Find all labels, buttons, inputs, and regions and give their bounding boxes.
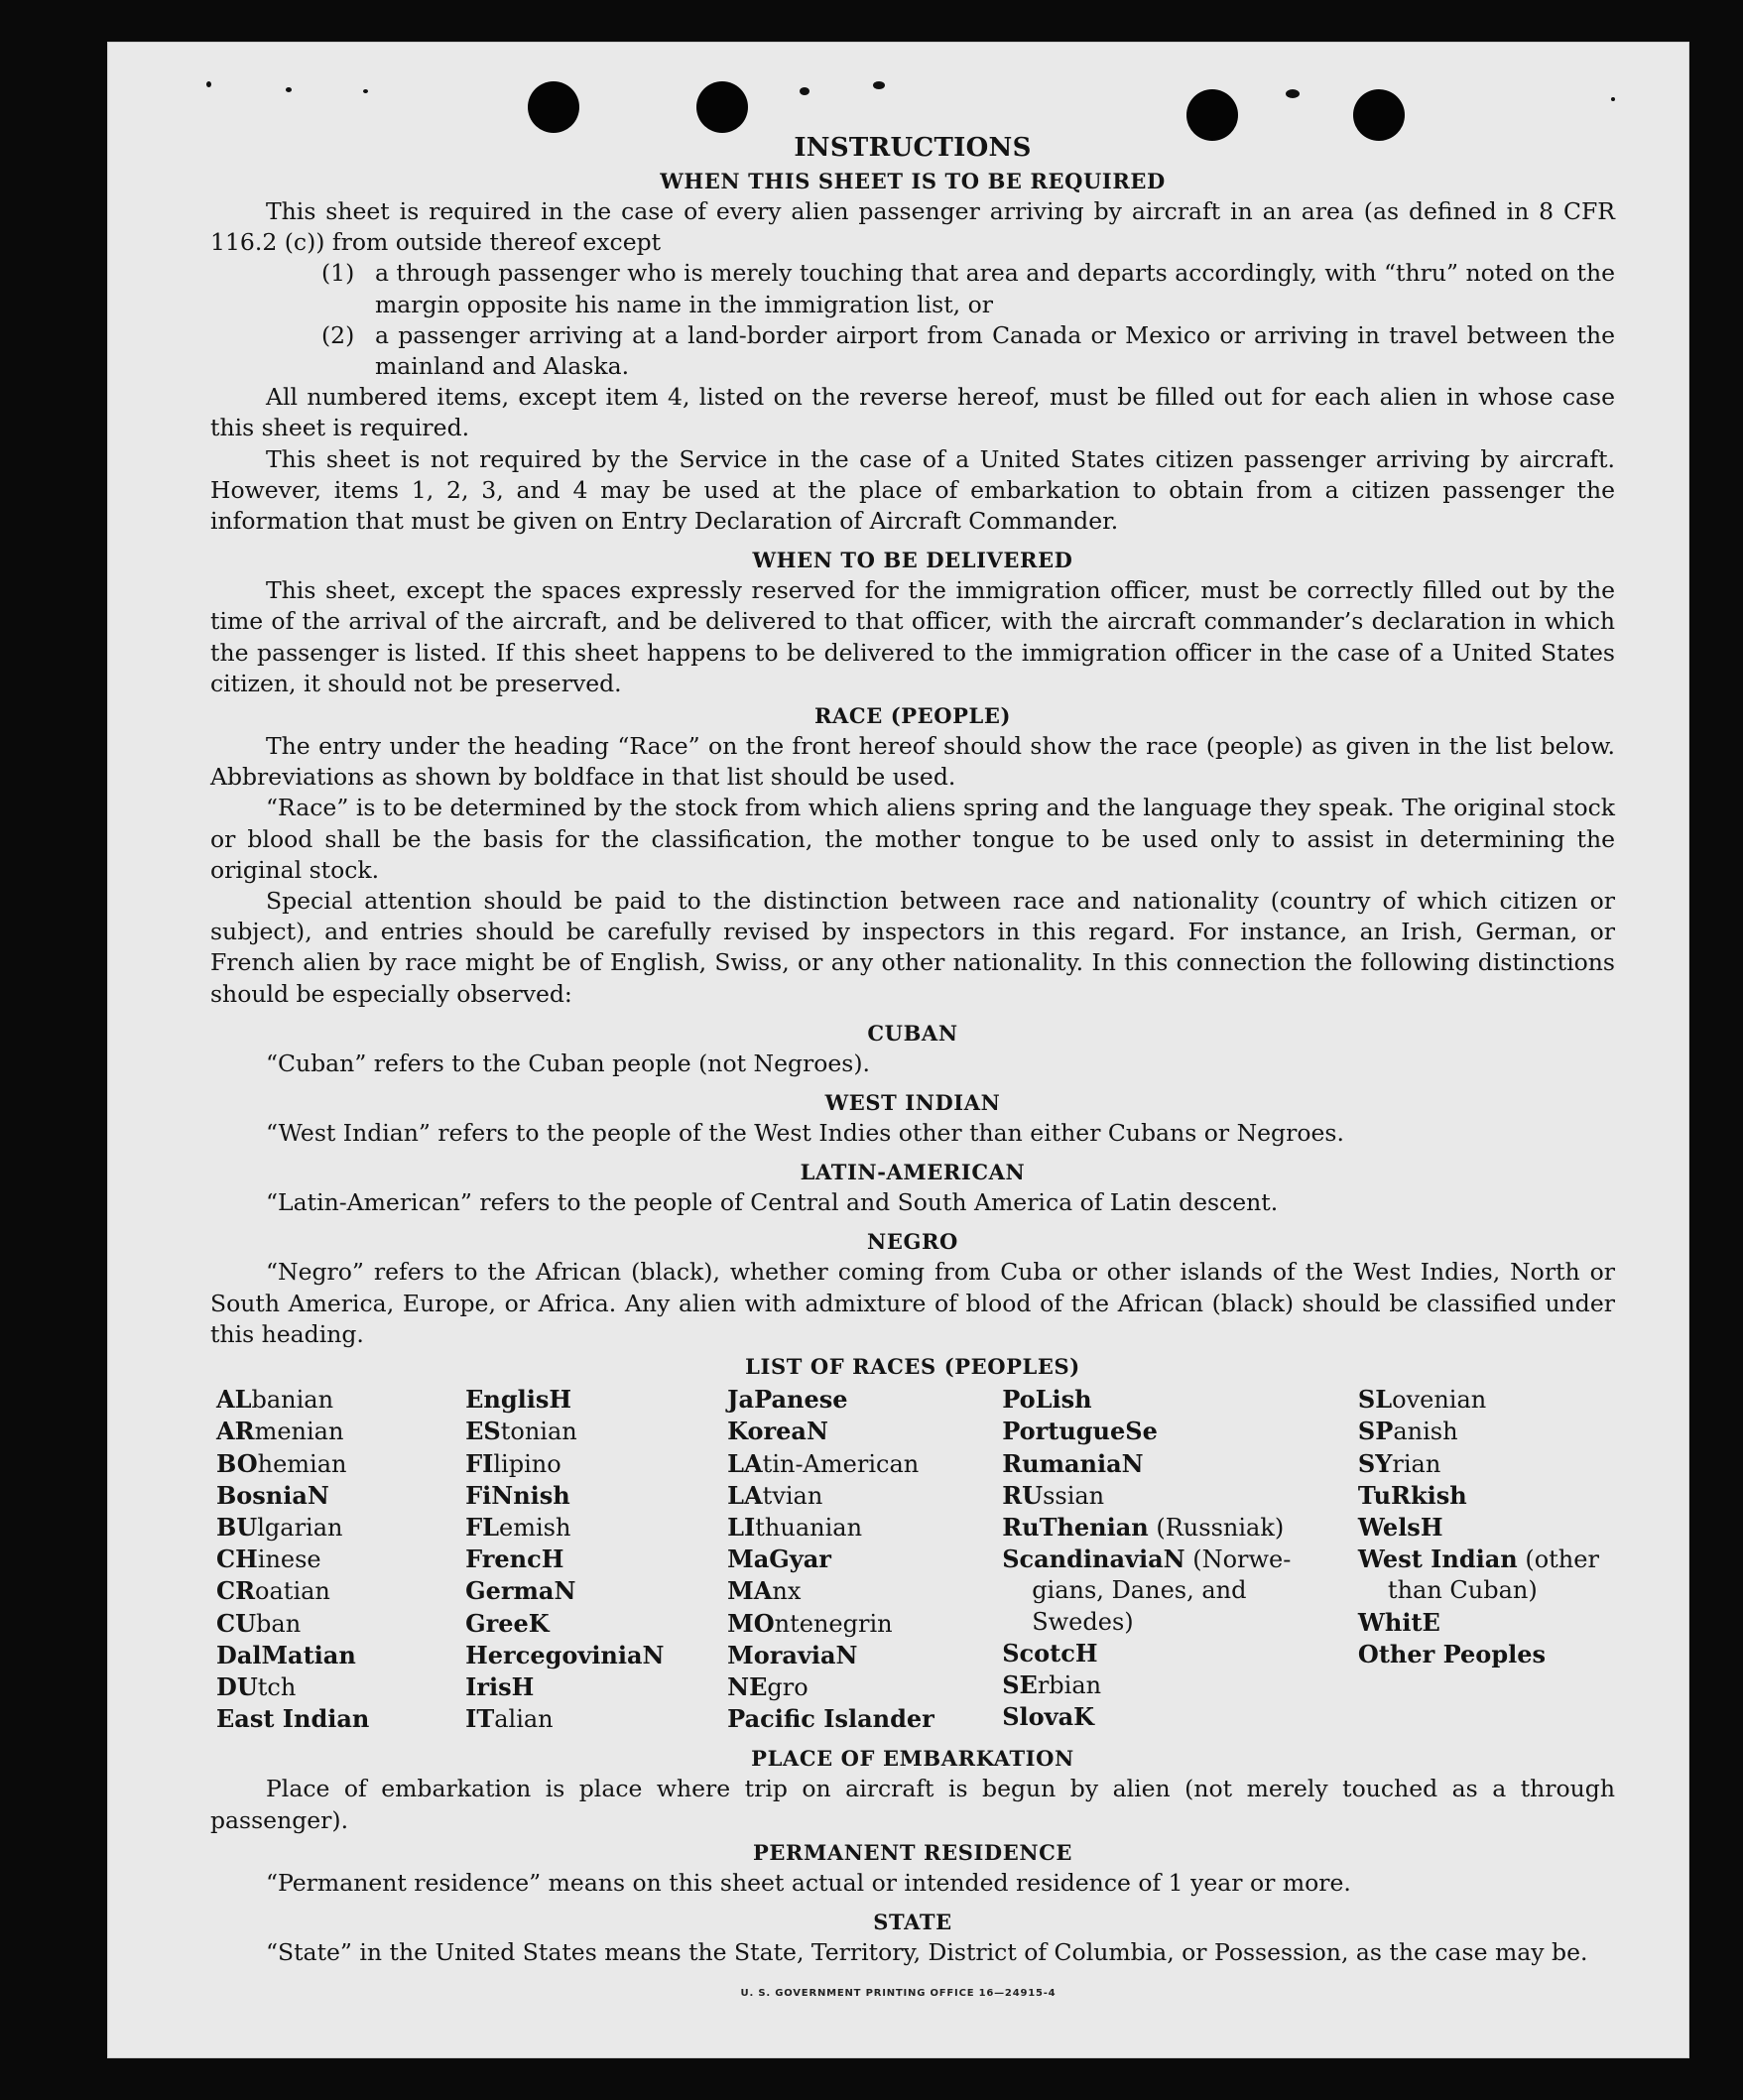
speck <box>286 87 292 92</box>
race-entry: ALbanian <box>216 1385 334 1415</box>
race-entry <box>727 1384 1002 1416</box>
heading-west-indian: WEST INDIAN <box>824 1090 1001 1116</box>
paragraph-required-intro: This sheet is required in the case of every alien passenger arriving by aircraft in an area (as defined in 8 CFR 116.2 (c)) from outside thereof except <box>210 197 1615 257</box>
race-entry <box>1002 1448 1358 1480</box>
race-entry: EStonian <box>465 1417 577 1446</box>
race-abbreviation: GermaN <box>465 1576 576 1606</box>
race-entry: SErbian <box>1002 1669 1102 1699</box>
race-abbreviation: BU <box>216 1512 258 1542</box>
race-entry: SYrian <box>1357 1448 1441 1478</box>
race-abbreviation: PortugueSe <box>1002 1417 1158 1446</box>
punch-hole <box>696 81 748 133</box>
race-abbreviation: WhitE <box>1357 1607 1440 1637</box>
race-abbreviation: RU <box>1002 1480 1044 1510</box>
race-entry <box>465 1480 727 1512</box>
race-entry <box>1002 1384 1358 1416</box>
race-abbreviation: RumaniaN <box>1002 1448 1144 1478</box>
race-abbreviation: EnglisH <box>465 1385 572 1415</box>
race-abbreviation: MaGyar <box>727 1544 831 1574</box>
race-abbreviation: LA <box>727 1480 763 1510</box>
race-entry: LIthuanian <box>727 1512 863 1542</box>
item-number: (2) <box>321 320 355 349</box>
race-abbreviation: SP <box>1357 1417 1394 1446</box>
race-abbreviation: TuRkish <box>1357 1480 1467 1510</box>
race-abbreviation: HercegoviniaN <box>465 1640 665 1669</box>
race-abbreviation: East Indian <box>216 1704 370 1734</box>
race-entry: CHinese <box>216 1544 321 1574</box>
race-abbreviation: BosniaN <box>216 1480 329 1510</box>
race-entry <box>727 1640 1002 1671</box>
numbered-item <box>210 258 1615 319</box>
race-abbreviation: FL <box>465 1512 500 1542</box>
race-entry <box>465 1671 727 1703</box>
race-abbreviation: ScotcH <box>1002 1638 1098 1668</box>
race-abbreviation: CR <box>216 1576 256 1606</box>
heading-race: RACE (PEOPLE) <box>813 703 1012 729</box>
document-page <box>107 42 1689 2058</box>
race-column <box>465 1384 727 1735</box>
race-entry <box>216 1703 465 1735</box>
race-column <box>1002 1384 1358 1735</box>
speck <box>206 81 211 87</box>
race-entry: ScandinaviaN (Norwe- <box>1002 1544 1292 1574</box>
race-column <box>727 1384 1002 1735</box>
race-abbreviation: FrencH <box>465 1544 564 1574</box>
heading-state: STATE <box>873 1909 952 1934</box>
race-abbreviation: Pacific Islander <box>727 1704 934 1734</box>
race-abbreviation: LA <box>727 1448 763 1478</box>
race-entry: CUban <box>216 1608 302 1638</box>
race-entry: RuThenian (Russniak) <box>1002 1512 1285 1542</box>
race-abbreviation: LI <box>727 1512 756 1542</box>
race-entry <box>465 1575 727 1607</box>
race-entry: LAtin-American <box>727 1448 920 1478</box>
paragraph-delivered: This sheet, except the spaces expressly reserved for the immigration officer, must be correctly filled out by the time of the arrival of the aircraft, and be delivered to that officer, with the aircraft commander’s declaration in which the passenger is listed. If this sheet happens to be delivered to the immigration officer in the case of a United States citizen, it should not be preserved. <box>210 576 1615 697</box>
race-entry <box>1002 1416 1358 1447</box>
race-abbreviation: FiNnish <box>465 1480 570 1510</box>
race-abbreviation: RuThenian <box>1002 1512 1149 1542</box>
speck <box>1611 97 1615 101</box>
race-abbreviation: GreeK <box>465 1608 550 1638</box>
race-entry <box>1002 1701 1358 1733</box>
race-entry: BOhemian <box>216 1448 347 1478</box>
paragraph-citizen: This sheet is not required by the Service in the case of a United States citizen passenger arriving by aircraft. However, items 1, 2, 3, and 4 may be used at the place of embarkation to obtain from a citizen passenger the information that must be given on Entry Declaration of Aircraft Commander. <box>210 444 1615 536</box>
paragraph-west-indian: “West Indian” refers to the people of the West Indies other than either Cubans or Negroes. <box>266 1119 1344 1148</box>
race-abbreviation: IrisH <box>465 1671 535 1701</box>
race-abbreviation: WelsH <box>1357 1512 1443 1542</box>
item-text: a passenger arriving at a land-border airport from Canada or Mexico or arriving in travel between the mainland and Alaska. <box>375 320 1615 381</box>
race-entry: CRoatian <box>216 1576 330 1606</box>
race-abbreviation: ES <box>465 1417 501 1446</box>
race-entry: LAtvian <box>727 1480 823 1510</box>
paragraph-permanent-residence: “Permanent residence” means on this sheet actual or intended residence of 1 year or more. <box>266 1868 1351 1897</box>
race-entry <box>465 1384 727 1416</box>
race-entry: MOntenegrin <box>727 1608 893 1638</box>
race-entry: RUssian <box>1002 1480 1105 1510</box>
race-entry: BUlgarian <box>216 1512 343 1542</box>
heading-negro: NEGRO <box>867 1229 958 1255</box>
paragraph-race-3: Special attention should be paid to the distinction between race and nationality (country of which citizen or subject), and entries should be carefully revised by inspectors in this regard. For instance, an Irish, German, or French alien by race might be of English, Swiss, or any other nationality. In this connection the following distinctions should be especially observed: <box>210 887 1615 1008</box>
heading-cuban: CUBAN <box>867 1020 958 1046</box>
race-entry <box>465 1608 727 1640</box>
race-abbreviation: DU <box>216 1671 258 1701</box>
race-entry: Swedes) <box>1032 1607 1134 1636</box>
race-abbreviation: KoreaN <box>727 1417 828 1446</box>
paragraph-race-1: The entry under the heading “Race” on the front hereof should show the race (people) as given in the list below. Abbreviations as shown by boldface in that list should be used. <box>210 732 1615 792</box>
heading-embarkation: PLACE OF EMBARKATION <box>751 1746 1074 1772</box>
race-abbreviation: IT <box>465 1704 495 1734</box>
heading-permanent-residence: PERMANENT RESIDENCE <box>752 1839 1073 1865</box>
race-entry: NEgro <box>727 1671 809 1701</box>
race-abbreviation: CH <box>216 1544 258 1574</box>
race-entry: ITalian <box>465 1704 554 1734</box>
race-abbreviation: MA <box>727 1576 773 1606</box>
race-entry <box>216 1640 465 1671</box>
race-entry <box>1358 1512 1615 1544</box>
race-entry <box>727 1416 1002 1447</box>
race-abbreviation: SL <box>1357 1385 1393 1415</box>
race-abbreviation: NE <box>727 1671 768 1701</box>
race-entry: West Indian (other <box>1357 1544 1599 1574</box>
paragraph-state: “State” in the United States means the State, Territory, District of Columbia, or Possession, as the case may be. <box>266 1937 1588 1966</box>
race-abbreviation: FI <box>465 1448 494 1478</box>
race-entry: FIlipino <box>465 1448 561 1478</box>
printing-office-footer: U. S. GOVERNMENT PRINTING OFFICE 16—24915-4 <box>740 1988 1057 1999</box>
item-text: a through passenger who is merely touching that area and departs accordingly, with “thru” noted on the margin opposite his name in the immigration list, or <box>375 259 1615 318</box>
race-entry <box>1002 1638 1358 1669</box>
race-entry <box>727 1544 1002 1575</box>
numbered-item <box>210 320 1615 382</box>
race-abbreviation: SlovaK <box>1002 1702 1094 1732</box>
race-abbreviation: AL <box>216 1385 252 1415</box>
race-entry: SLovenian <box>1357 1385 1487 1415</box>
speck <box>800 87 809 95</box>
race-abbreviation: JaPanese <box>727 1385 848 1415</box>
paragraph-latin-american: “Latin-American” refers to the people of Central and South America of Latin descent. <box>266 1188 1279 1217</box>
race-abbreviation: ScandinaviaN <box>1002 1544 1185 1574</box>
punch-hole <box>528 81 579 133</box>
race-entry: gians, Danes, and <box>1032 1576 1247 1605</box>
race-column <box>1358 1384 1615 1735</box>
race-abbreviation: SE <box>1002 1669 1038 1699</box>
heading-when-required: WHEN THIS SHEET IS TO BE REQUIRED <box>660 169 1166 193</box>
paragraph-race-2: “Race” is to be determined by the stock from which aliens spring and the language they speak. The original stock or blood shall be the basis for the classification, the mother tongue to be used only to assist in determining the original stock. <box>210 794 1615 884</box>
race-entry: FLemish <box>465 1512 571 1542</box>
race-abbreviation: PoLish <box>1002 1385 1092 1415</box>
race-abbreviation: DalMatian <box>216 1640 356 1669</box>
race-entry <box>216 1480 465 1512</box>
paragraph-embarkation: Place of embarkation is place where trip on aircraft is begun by alien (not merely touched as a through passenger). <box>210 1775 1615 1834</box>
heading-latin-american: LATIN-AMERICAN <box>800 1160 1026 1185</box>
race-entry <box>1358 1607 1615 1639</box>
item-number: (1) <box>321 259 355 288</box>
race-abbreviation: BO <box>216 1448 258 1478</box>
race-entry <box>1358 1639 1615 1670</box>
race-entry <box>727 1703 1002 1735</box>
race-entry <box>465 1544 727 1575</box>
race-entry: MAnx <box>727 1576 802 1606</box>
race-abbreviation: West Indian <box>1357 1544 1518 1574</box>
race-abbreviation: CU <box>216 1608 257 1638</box>
heading-when-delivered: WHEN TO BE DELIVERED <box>752 548 1073 573</box>
instructions-body <box>210 131 1615 1968</box>
race-entry <box>465 1640 727 1671</box>
speck <box>1286 89 1300 98</box>
page-title: INSTRUCTIONS <box>794 133 1032 163</box>
race-entry: SPanish <box>1357 1417 1458 1446</box>
race-entry <box>1358 1480 1615 1512</box>
race-abbreviation: Other Peoples <box>1357 1639 1546 1668</box>
race-abbreviation: MO <box>727 1608 775 1638</box>
race-abbreviation: MoraviaN <box>727 1640 858 1669</box>
speck <box>363 89 368 93</box>
speck <box>873 81 885 89</box>
race-entry: ARmenian <box>216 1417 344 1446</box>
race-abbreviation: AR <box>216 1417 255 1446</box>
race-column <box>216 1384 465 1735</box>
paragraph-negro: “Negro” refers to the African (black), whether coming from Cuba or other islands of the West Indies, North or South America, Europe, or Africa. Any alien with admixture of blood of the African (black) should be classified under this heading. <box>210 1258 1615 1348</box>
race-entry: than Cuban) <box>1387 1576 1538 1605</box>
race-entry: DUtch <box>216 1671 297 1701</box>
heading-list-of-races: LIST OF RACES (PEOPLES) <box>745 1354 1080 1380</box>
race-abbreviation: SY <box>1357 1448 1393 1478</box>
paragraph-numbered-items: All numbered items, except item 4, listed on the reverse hereof, must be filled out for each alien in whose case this sheet is required. <box>210 383 1615 442</box>
race-list <box>210 1384 1615 1735</box>
paragraph-cuban: “Cuban” refers to the Cuban people (not Negroes). <box>266 1049 871 1077</box>
